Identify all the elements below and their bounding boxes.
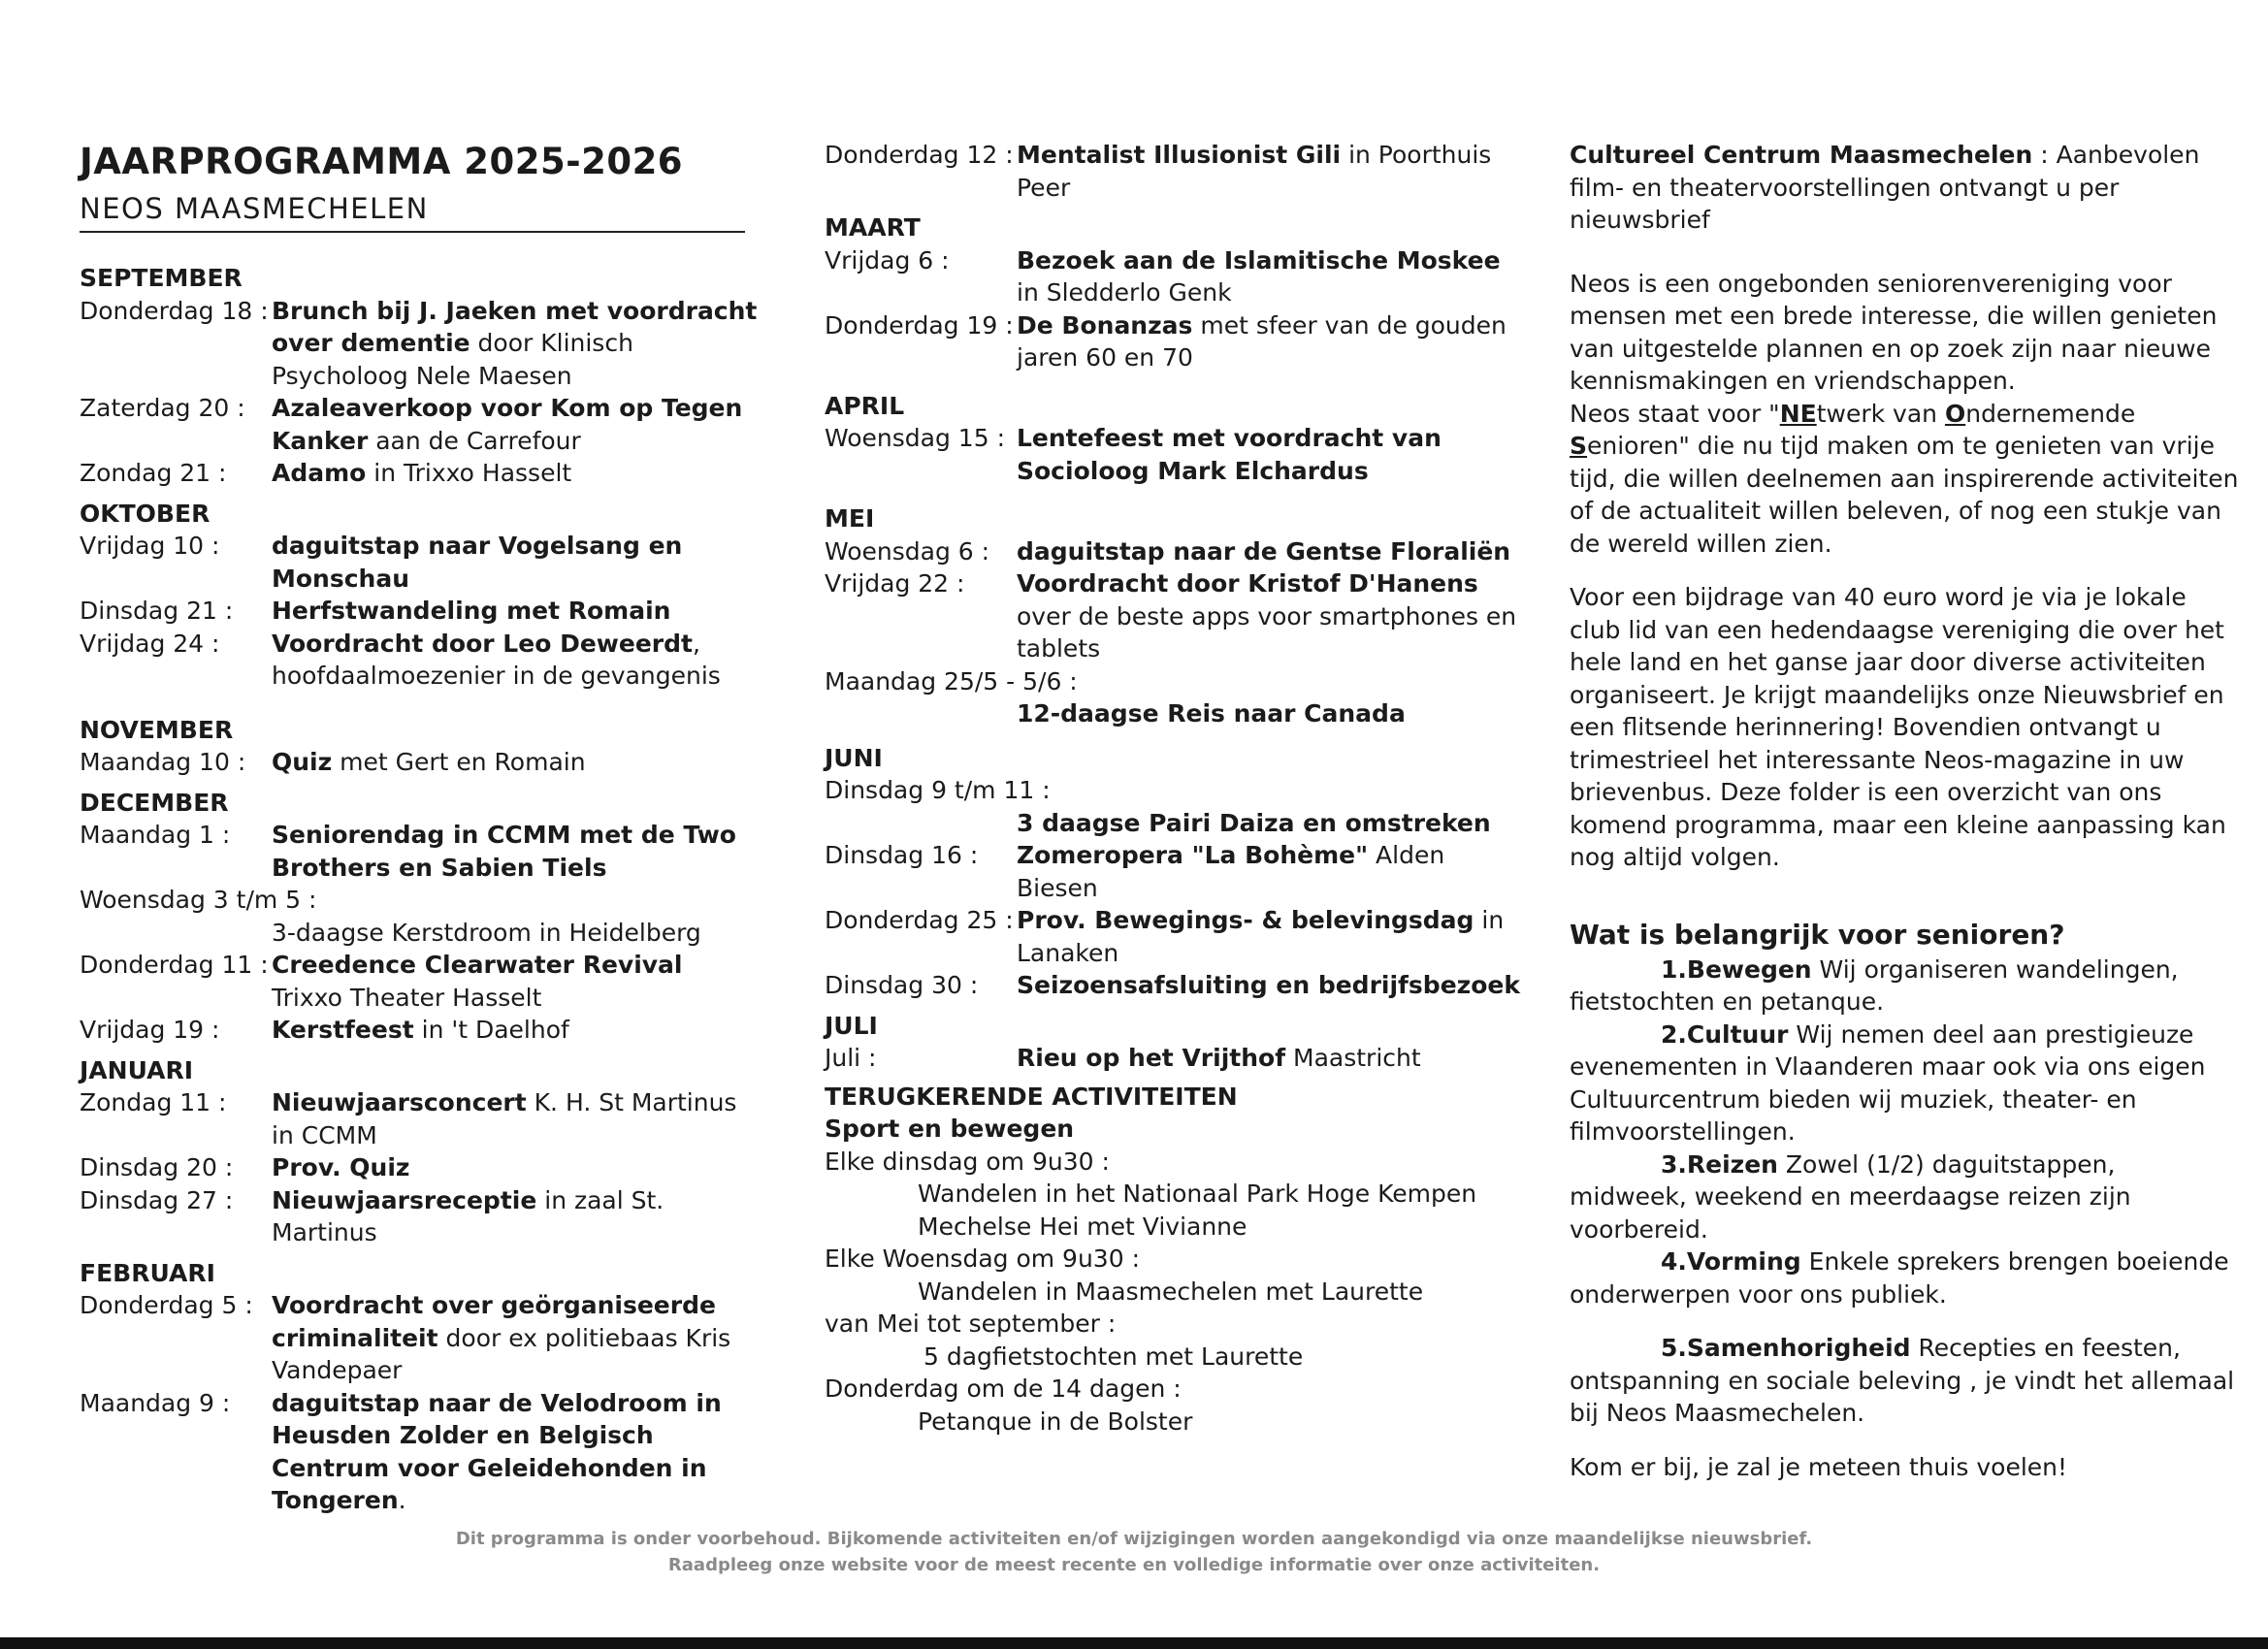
event-date: Vrijdag 22 :	[825, 569, 965, 598]
event-row	[825, 969, 1523, 1002]
event-text: 3-daagse Kerstdroom in Heidelberg	[272, 918, 701, 947]
event-date: Vrijdag 19 :	[80, 1016, 220, 1044]
event-text: Creedence Clearwater Revival Trixxo Theater Hasselt	[272, 951, 683, 1012]
event-date: Woensdag 3 t/m 5 :	[80, 886, 317, 914]
month-april: APRIL	[825, 391, 905, 420]
recurring-heading: TERUGKERENDE ACTIVITEITEN	[825, 1082, 1238, 1111]
event-text: Mentalist Illusionist Gili in Poorthuis Peer	[1017, 141, 1492, 202]
scan-edge	[0, 1637, 2268, 1649]
event-date: Donderdag 5 :	[80, 1291, 253, 1319]
event-text: daguitstap naar de Gentse Floraliën	[1017, 536, 1511, 566]
event-date: Woensdag 15 :	[825, 424, 1005, 452]
event-text: Voordracht door Kristof D'Hanens over de beste apps voor smartphones en tablets	[1017, 569, 1517, 663]
info-paragraph-membership: Voor een bijdrage van 40 euro word je via je lokale club lid van een hedendaagse vereniging die over het hele land en het ganse jaar door diverse activiteiten organiseert. Je krijgt maandelijks onze Nieuwsbrief en een flitsende herinnering! Bovendien ontvangt u trimestrieel het interessante Neos-magazine in uw brievenbus. Deze folder is een overzicht van ons komend programma, maar een kleine aanpassing kan nog altijd volgen.	[1570, 583, 2226, 871]
event-text: Lentefeest met voordracht van Socioloog Mark Elchardus	[1017, 424, 1442, 485]
event-row	[80, 819, 759, 884]
event-date: Woensdag 6 :	[825, 536, 990, 566]
month-februari: FEBRUARI	[80, 1258, 215, 1287]
event-text: Bezoek aan de Islamitische Moskee in Sledderlo Genk	[1017, 245, 1501, 307]
info-paragraph-neos-meaning: Neos staat voor "NEtwerk van Ondernemende Senioren" die nu tijd maken om te genieten van vrije tijd, die willen deelnemen aan inspirerende activiteiten of de actualiteit willen beleven, of nog een stukje van de wereld willen zien.	[1570, 399, 2239, 558]
event-date: Donderdag 19 :	[825, 310, 1014, 340]
page-subtitle: NEOS MAASMECHELEN	[80, 192, 429, 225]
event-date: Donderdag 12 :	[825, 141, 1014, 169]
priority-item: 5.Samenhorigheid Recepties en feesten, ontspanning en sociale beleving , je vindt het allemaal bij Neos Maasmechelen.	[1570, 1334, 2235, 1427]
month-januari: JANUARI	[80, 1055, 194, 1084]
event-date: Dinsdag 16 :	[825, 841, 979, 869]
month-mei: MEI	[825, 504, 875, 533]
event-row	[825, 567, 1523, 665]
priority-item: 4.Vorming Enkele sprekers brengen boeiende onderwerpen voor ons publiek.	[1570, 1247, 2229, 1309]
event-text: Quiz met Gert en Romain	[272, 748, 586, 776]
recurring-detail: Wandelen in het Nationaal Park Hoge Kempen	[918, 1180, 1477, 1208]
title-divider	[80, 231, 745, 233]
event-date: Dinsdag 27 :	[80, 1185, 234, 1214]
event-text: Adamo in Trixxo Hasselt	[272, 459, 572, 487]
program-column-2	[825, 139, 1523, 1438]
event-row	[80, 1184, 759, 1249]
recurring-detail: Petanque in de Bolster	[918, 1406, 1193, 1436]
event-row	[825, 1042, 1523, 1075]
event-date: Donderdag 18 :	[80, 296, 269, 325]
event-date: Dinsdag 9 t/m 11 :	[825, 776, 1051, 804]
month-oktober: OKTOBER	[80, 499, 211, 528]
event-date: Dinsdag 20 :	[80, 1153, 234, 1181]
event-text: Prov. Quiz	[272, 1153, 410, 1181]
footer-disclaimer: Dit programma is onder voorbehoud. Bijkomende activiteiten en/of wijzigingen worden aangekondigd via onze maandelijkse nieuwsbrief.	[455, 1529, 1813, 1549]
footer-website-note: Raadpleeg onze website voor de meest recente en volledige informatie over onze activiteiten.	[667, 1555, 1601, 1575]
month-september: SEPTEMBER	[80, 264, 243, 292]
event-text: De Bonanzas met sfeer van de gouden jaren 60 en 70	[1017, 310, 1507, 372]
event-date: Maandag 25/5 - 5/6 :	[825, 666, 1078, 695]
recurring-subheading: Sport en bewegen	[825, 1115, 1075, 1143]
recurring-detail: Mechelse Hei met Vivianne	[918, 1212, 1247, 1241]
event-date: Donderdag 25 :	[825, 906, 1014, 934]
event-text: daguitstap naar de Velodroom in Heusden Zolder en Belgisch Centrum voor Geleidehonden in Tongeren.	[272, 1388, 722, 1514]
event-date: Maandag 10 :	[80, 748, 246, 776]
event-row	[80, 1387, 759, 1517]
event-date: Vrijdag 6 :	[825, 245, 950, 275]
month-juli: JULI	[825, 1011, 878, 1040]
event-date: Maandag 9 :	[80, 1388, 231, 1417]
event-row	[825, 244, 1523, 309]
event-text: Voordracht over geörganiseerde criminaliteit door ex politiebaas Kris Vandepaer	[272, 1291, 731, 1384]
event-date: Vrijdag 10 :	[80, 532, 220, 560]
month-november: NOVEMBER	[80, 715, 234, 744]
event-row	[825, 139, 1523, 204]
program-column-1	[80, 254, 759, 1517]
event-row	[825, 839, 1523, 904]
info-paragraph-about: Neos is een ongebonden seniorenvereniging voor mensen met een brede interesse, die willen genieten van uitgestelde plannen en op zoek zijn naar nieuwe kennismakingen en vriendschappen.	[1570, 269, 2218, 395]
priority-item: 3.Reizen Zowel (1/2) daguitstappen, midweek, weekend en meerdaagse reizen zijn voorbereid.	[1570, 1149, 2131, 1244]
recurring-item: Elke Woensdag om 9u30 :	[825, 1245, 1140, 1273]
event-text: Brunch bij J. Jaeken met voordracht over dementie door Klinisch Psycholoog Nele Maesen	[272, 296, 758, 390]
recurring-item: Elke dinsdag om 9u30 :	[825, 1147, 1110, 1176]
month-maart: MAART	[825, 213, 921, 242]
priority-item: 2.Cultuur Wij nemen deel aan prestigieuze evenementen in Vlaanderen maar ook via ons eigen Cultuurcentrum bieden wij muziek, theater- en filmvoorstellingen.	[1570, 1019, 2206, 1146]
info-paragraph-cultural-centre: Cultureel Centrum Maasmechelen : Aanbevolen film- en theatervoorstellingen ontvangt u per nieuwsbrief	[1570, 141, 2200, 234]
event-text: Seniorendag in CCMM met de Two Brothers en Sabien Tiels	[272, 821, 736, 882]
event-row	[80, 595, 759, 628]
event-date: Dinsdag 30 :	[825, 971, 979, 999]
event-text: 12-daagse Reis naar Canada	[1017, 699, 1406, 728]
event-row	[80, 1014, 759, 1047]
event-text: Nieuwjaarsreceptie in zaal St. Martinus	[272, 1185, 664, 1246]
event-row	[80, 530, 759, 595]
event-row	[825, 535, 1523, 568]
event-text: Nieuwjaarsconcert K. H. St Martinus in CCMM	[272, 1088, 737, 1149]
event-row	[80, 1086, 759, 1151]
event-text: Seizoensafsluiting en bedrijfsbezoek	[1017, 971, 1520, 999]
event-text: Zomeropera "La Bohème" Alden Biesen	[1017, 841, 1445, 902]
info-column	[1570, 139, 2239, 1483]
event-row	[80, 1151, 759, 1184]
event-text: Herfstwandeling met Romain	[272, 597, 671, 625]
event-text: Kerstfeest in 't Daelhof	[272, 1016, 569, 1044]
month-juni: JUNI	[825, 743, 883, 772]
event-row	[825, 309, 1523, 374]
page-title: JAARPROGRAMMA 2025-2026	[80, 141, 684, 182]
event-row	[80, 949, 759, 1014]
event-row	[80, 628, 759, 693]
event-date: Dinsdag 21 :	[80, 597, 234, 625]
event-row	[80, 746, 759, 779]
event-row	[80, 392, 759, 457]
section-heading: Wat is belangrijk voor senioren?	[1570, 918, 2065, 951]
event-date: Zondag 11 :	[80, 1088, 227, 1116]
recurring-detail: Wandelen in Maasmechelen met Laurette	[918, 1277, 1424, 1306]
event-date: Juli :	[825, 1044, 877, 1072]
event-row	[80, 457, 759, 490]
recurring-item: Donderdag om de 14 dagen :	[825, 1374, 1182, 1403]
event-text: Prov. Bewegings- & belevingsdag in Lanaken	[1017, 906, 1505, 967]
event-row	[80, 1289, 759, 1387]
event-date: Donderdag 11 :	[80, 951, 269, 979]
closing-line: Kom er bij, je zal je meteen thuis voelen!	[1570, 1452, 2068, 1481]
priority-item: 1.Bewegen Wij organiseren wandelingen, fietstochten en petanque.	[1570, 954, 2179, 1016]
event-date: Zaterdag 20 :	[80, 394, 245, 422]
event-text: 3 daagse Pairi Daiza en omstreken	[1017, 808, 1491, 837]
recurring-item: van Mei tot september :	[825, 1310, 1117, 1338]
event-date: Vrijdag 24 :	[80, 629, 220, 658]
event-text: Azaleaverkoop voor Kom op Tegen Kanker aan de Carrefour	[272, 394, 743, 455]
event-text: Voordracht door Leo Deweerdt, hoofdaalmoezenier in de gevangenis	[272, 629, 721, 690]
event-text: daguitstap naar Vogelsang en Monschau	[272, 532, 683, 593]
event-row	[80, 295, 759, 393]
event-date: Maandag 1 :	[80, 821, 231, 849]
event-row	[825, 422, 1523, 487]
recurring-detail: 5 dagfietstochten met Laurette	[923, 1342, 1304, 1371]
event-date: Zondag 21 :	[80, 459, 227, 487]
event-text: Rieu op het Vrijthof Maastricht	[1017, 1044, 1421, 1072]
month-december: DECEMBER	[80, 788, 229, 817]
event-row	[825, 904, 1523, 969]
